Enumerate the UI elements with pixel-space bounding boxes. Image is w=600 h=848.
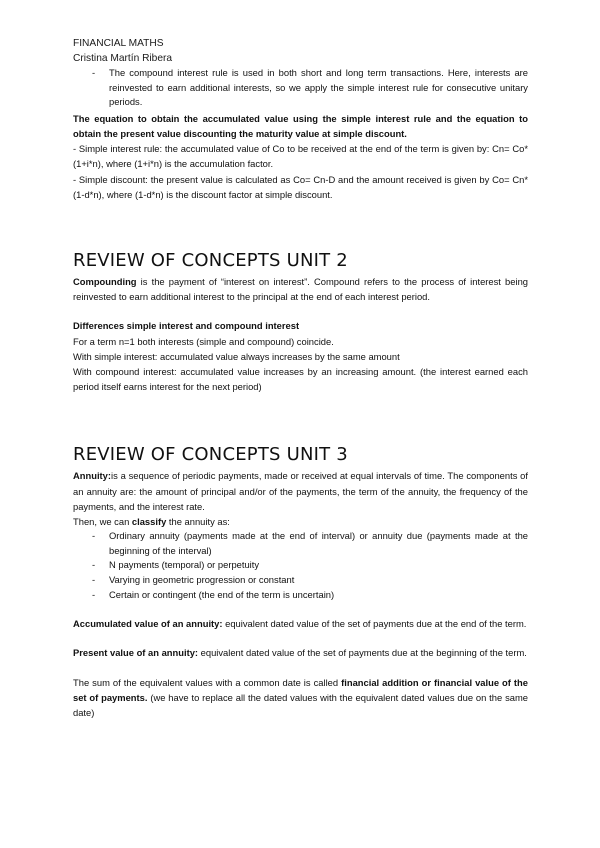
list-item: - The compound interest rule is used in both short and long term transactions. Here, interests are reinvested to earn additional interests, so we apply the simple interest rule for consecutive unitary periods. [73, 66, 528, 110]
annuity-text: is a sequence of periodic payments, made or received at equal intervals of time. The components of an annuity are: the amount of principal and/or of the payments, the term of the annuity, the frequency of the payments, and the interest rate. [73, 470, 528, 512]
classify-term: classify [131, 516, 167, 528]
unit3-title: REVIEW OF CONCEPTS UNIT 3 [73, 444, 348, 466]
compounding-text: is the payment of “interest on interest”. Compound refers to the process of interest being reinvested to earn additional interest to the principal at the end of each interest period. [73, 276, 528, 303]
accumulated-text: equivalent dated value of the set of payments due at the end of the term. [222, 618, 527, 630]
annuity-term: Annuity: [73, 470, 112, 482]
author-name: Cristina Martín Ribera [73, 53, 173, 64]
present-value-definition [73, 645, 528, 660]
accumulated-term: Accumulated value of an annuity: [73, 618, 223, 630]
list-item: - Ordinary annuity (payments made at the end of interval) or annuity due (payments made at the beginning of the interval) [73, 529, 528, 558]
compounding-definition [73, 274, 528, 304]
simple-discount-rule: - Simple discount: the present value is calculated as Co= Cn-D and the amount received is given by Co= Cn* (1-d*n), where (1-d*n) is the discount factor at simple discount. [73, 173, 528, 200]
annuity-classes-list [73, 529, 528, 602]
course-title: FINANCIAL MATHS [73, 38, 164, 49]
classify-post: the annuity as: [166, 516, 230, 528]
simple-interest-rule: - Simple interest rule: the accumulated value of Co to be received at the end of the term is given by: Cn= Co*(1+i*n), where (1+i*n) is the accumulation factor. [73, 143, 528, 170]
sum-pre: The sum of the equivalent values with a common date is called [73, 676, 342, 688]
present-text: equivalent dated value of the set of payments due at the beginning of the term. [198, 647, 527, 659]
accumulated-value-definition [73, 616, 528, 631]
differences-heading: Differences simple interest and compound interest [73, 320, 300, 332]
list-item: - Varying in geometric progression or constant [73, 573, 528, 588]
differences-line-2: With simple interest: accumulated value always increases by the same amount [73, 350, 400, 362]
classify-pre: Then, we can [73, 516, 132, 528]
present-term: Present value of an annuity: [73, 647, 199, 659]
differences-line-1: For a term n=1 both interests (simple and compound) coincide. [73, 335, 334, 347]
financial-addition-paragraph [73, 675, 528, 721]
differences-line-3: With compound interest: accumulated value increases by an increasing amount. (the interest earned each period itself earns interest for the next period) [73, 366, 528, 393]
compounding-term: Compounding [73, 276, 137, 287]
list-item: - Certain or contingent (the end of the term is uncertain) [73, 588, 528, 603]
equation-heading: The equation to obtain the accumulated value using the simple interest rule and the equation to obtain the present value discounting the maturity value at simple discount. [73, 112, 528, 139]
sum-post: (we have to replace all the dated values with the equivalent dated values due on the same date) [73, 691, 528, 719]
list-item: - N payments (temporal) or perpetuity [73, 558, 528, 573]
page-header [73, 36, 528, 66]
classify-line [73, 514, 528, 529]
unit2-title: REVIEW OF CONCEPTS UNIT 2 [73, 250, 348, 271]
intro-bullet-list [73, 66, 528, 110]
annuity-definition [73, 468, 528, 514]
financial-addition-term: financial addition or financial value of the set of payments. [73, 676, 528, 703]
